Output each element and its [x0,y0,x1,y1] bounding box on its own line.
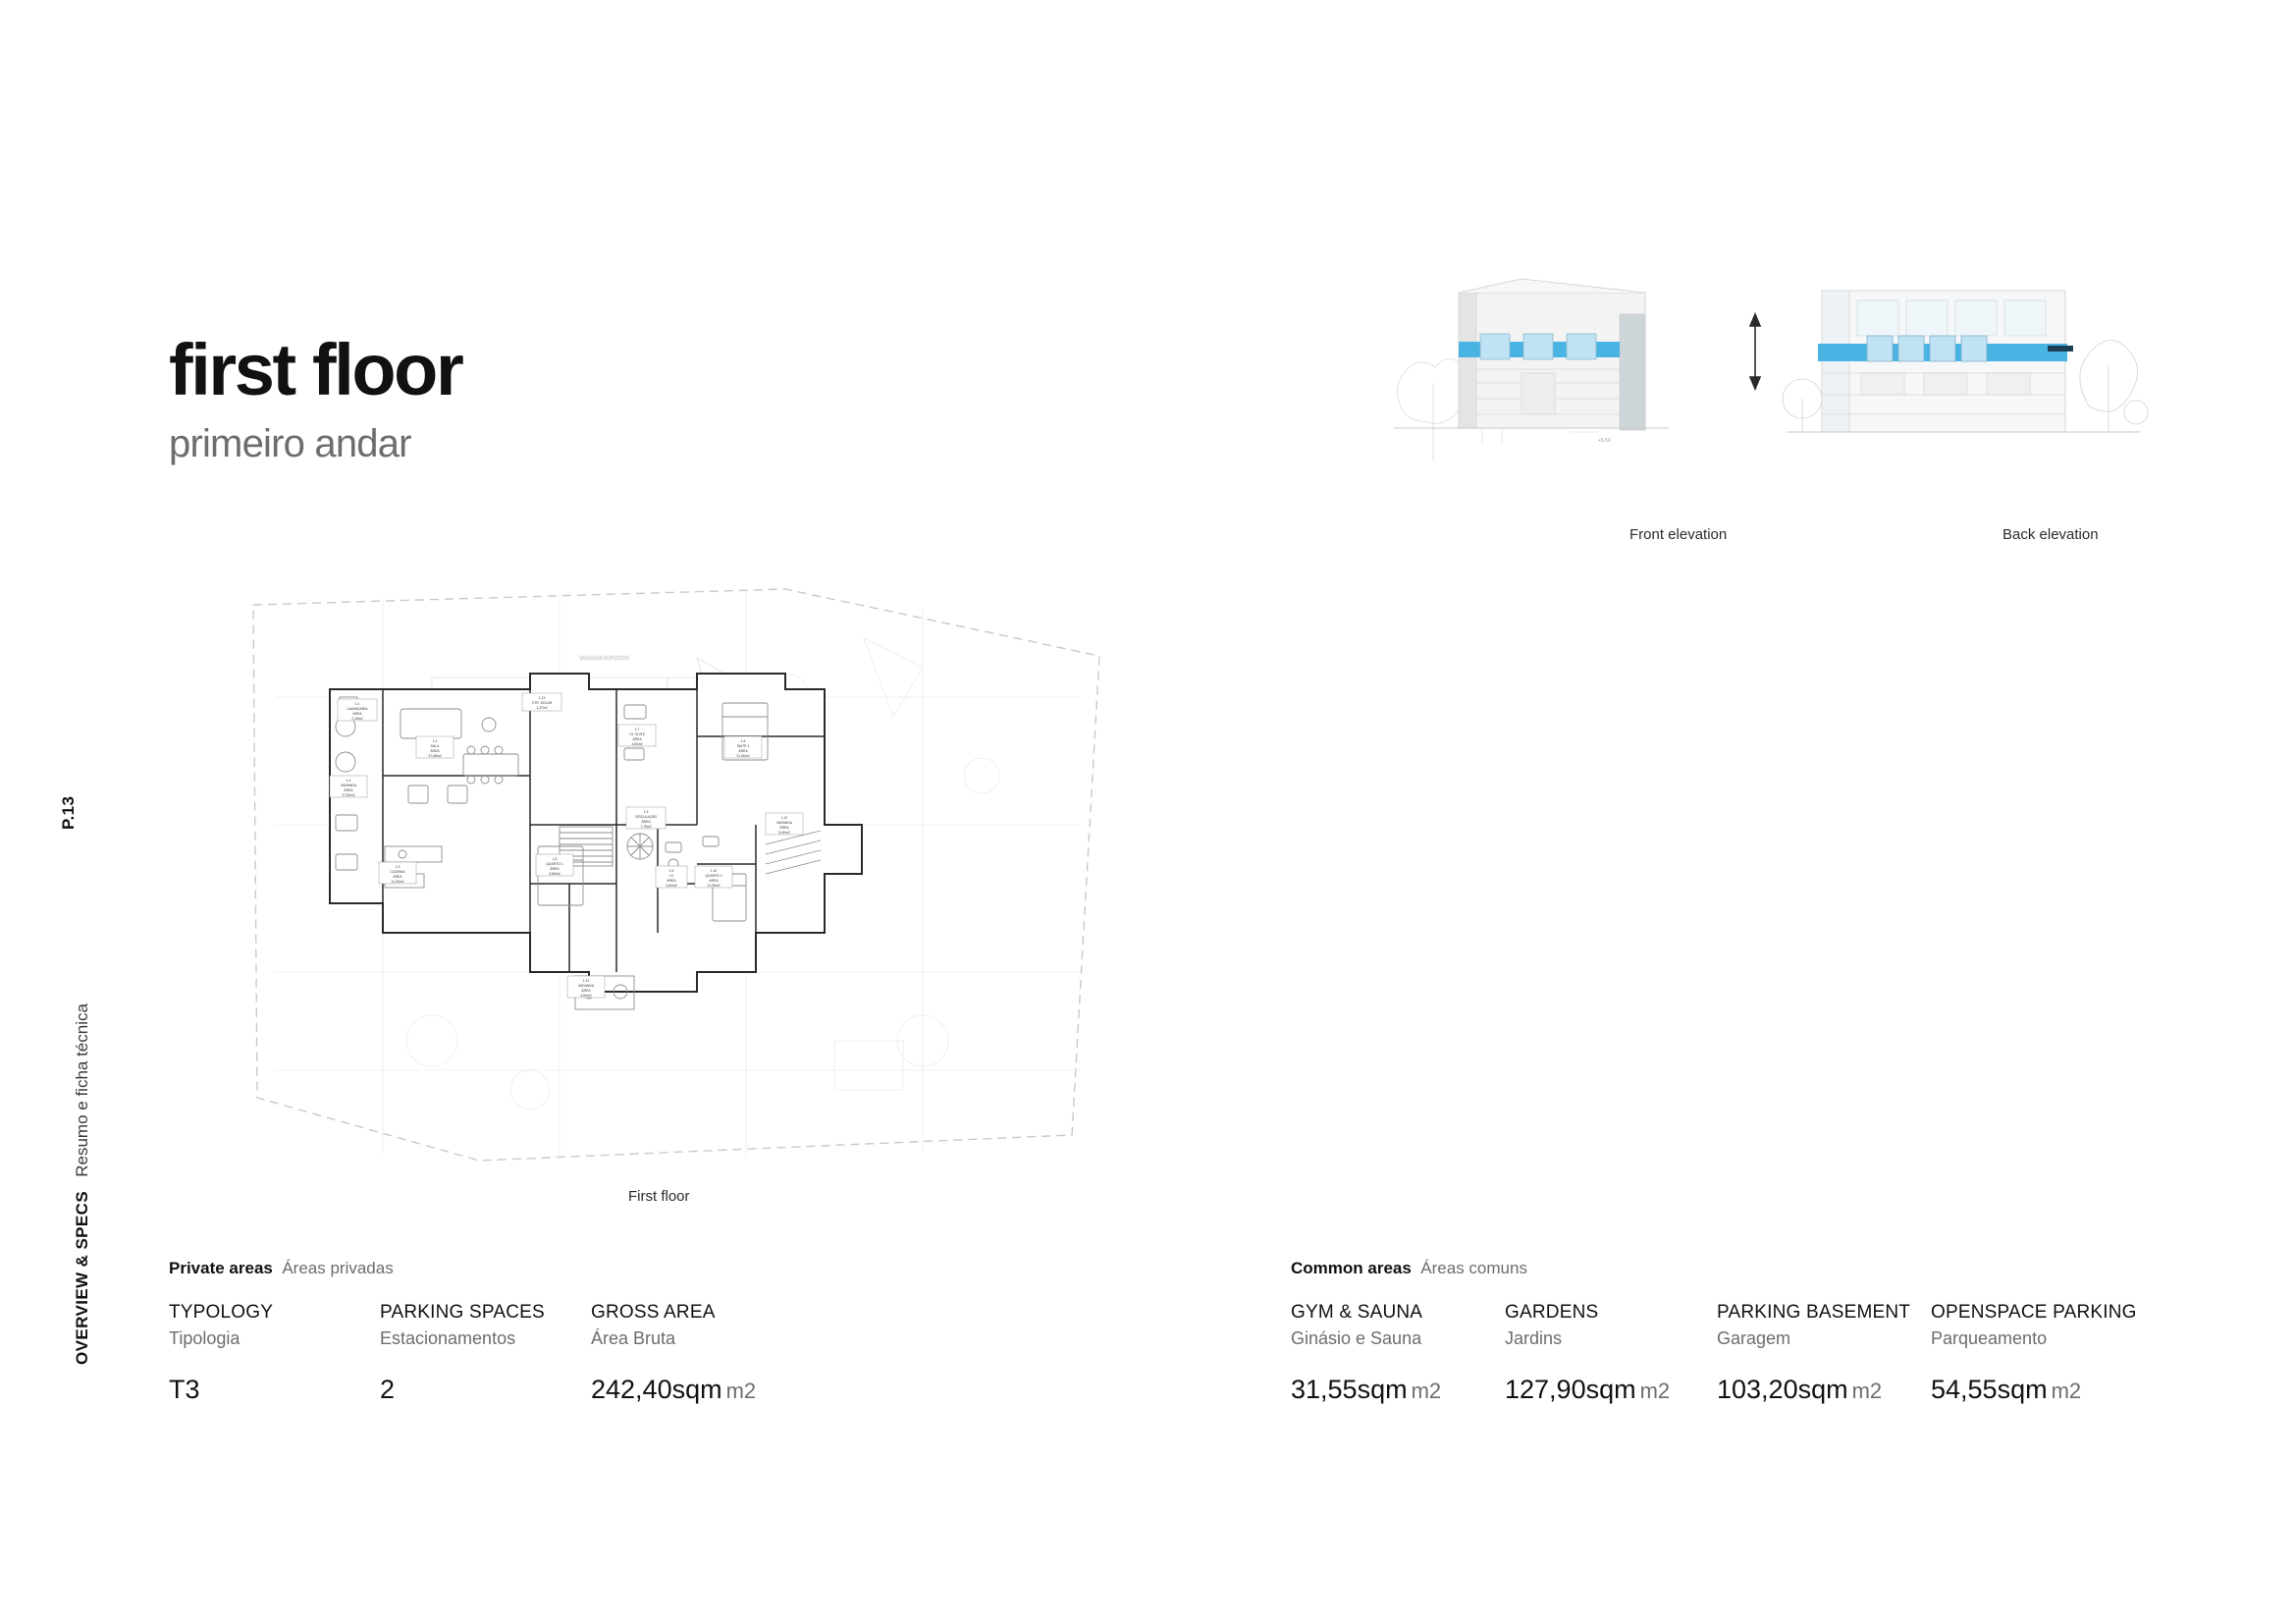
spec-gym-sauna-unit: m2 [1411,1379,1442,1403]
svg-text:11,95m2: 11,95m2 [707,884,721,888]
spec-gross-area-unit: m2 [725,1379,757,1403]
back-elevation-drawing [1783,291,2148,432]
svg-text:LAVANDARIA: LAVANDARIA [347,707,368,711]
private-areas-heading-pt: Áreas privadas [282,1259,394,1277]
spec-openspace-parking-unit: m2 [2051,1379,2082,1403]
specs-section [0,1259,2296,1435]
spec-parking-spaces-label-pt: Estacionamentos [380,1328,516,1348]
svg-text:ÁREA: ÁREA [641,820,651,824]
svg-text:1.12: 1.12 [780,816,788,820]
back-elevation-caption: Back elevation [2002,526,2099,543]
svg-text:1.7: 1.7 [634,728,640,731]
room-tag [379,862,416,884]
svg-text:SUITE 1: SUITE 1 [736,744,750,748]
room-tag [330,776,367,797]
svg-text:4,50m2: 4,50m2 [580,994,592,998]
spec-openspace-parking-label-en: OPENSPACE PARKING [1931,1302,2137,1323]
svg-text:VARANDA: VARANDA [775,821,793,825]
svg-text:VARANDA SUPERIOR: VARANDA SUPERIOR [579,656,630,662]
spec-typology [169,1302,380,1405]
spec-parking-basement-unit: m2 [1851,1379,1883,1403]
common-areas-block [1291,1259,2157,1405]
spec-parking-spaces-label-en: PARKING SPACES [380,1302,545,1323]
svg-text:1.8: 1.8 [552,857,558,861]
svg-text:ÁREA: ÁREA [667,879,676,883]
room-tag [416,736,454,758]
spec-parking-basement [1717,1302,1931,1405]
elevations-drawing [1374,275,2160,520]
spec-parking-spaces-value: 2 [380,1375,396,1404]
floor-plan-drawing [236,579,1119,1178]
svg-text:1,27m2: 1,27m2 [536,706,548,710]
floor-plan-caption: First floor [628,1188,690,1205]
spec-gym-sauna [1291,1302,1505,1405]
svg-text:+5.50: +5.50 [1598,438,1611,444]
spec-gym-sauna-number: 31,55sqm [1291,1375,1408,1404]
spec-parking-spaces [380,1302,591,1405]
room-tag [338,699,377,721]
private-areas-heading [169,1259,885,1278]
svg-text:3,60m2: 3,60m2 [666,884,677,888]
svg-text:1.2: 1.2 [432,739,438,743]
elevations-figure [1374,275,2160,543]
svg-text:ÁREA: ÁREA [581,989,591,993]
spec-typology-value: T3 [169,1375,200,1404]
svg-text:ÁREA: ÁREA [550,867,560,871]
room-tag [536,854,573,876]
common-areas-heading [1291,1259,2157,1278]
spec-gym-sauna-label-en: GYM & SAUNA [1291,1302,1423,1323]
svg-text:VARANDA: VARANDA [340,784,357,787]
svg-text:37,55m2: 37,55m2 [428,754,442,758]
spec-openspace-parking-label-pt: Parqueamento [1931,1328,2048,1348]
private-areas-block [169,1259,885,1405]
spec-gym-sauna-label-pt: Ginásio e Sauna [1291,1328,1422,1348]
page-number: P.13 [59,795,78,830]
svg-text:27,80m2: 27,80m2 [342,793,355,797]
spec-gross-area-label-pt: Área Bruta [591,1328,676,1348]
front-elevation-caption: Front elevation [1629,526,1728,543]
spec-gross-area-label-en: GROSS AREA [591,1302,716,1323]
common-areas-heading-en: Common areas [1291,1259,1412,1277]
section-title: OVERVIEW & SPECS [73,1190,91,1365]
svg-text:ÁREA: ÁREA [738,749,748,753]
svg-text:1.13: 1.13 [538,696,546,700]
page-subtitle: primeiro andar [169,422,411,465]
svg-text:I.S.: I.S. [668,874,674,878]
svg-text:9,85m2: 9,85m2 [549,872,561,876]
spec-parking-basement-value [1717,1375,1931,1405]
height-arrow-icon [1750,314,1760,389]
spec-typology-label-pt: Tipologia [169,1328,240,1348]
svg-text:1.5: 1.5 [643,810,649,814]
common-areas-heading-pt: Áreas comuns [1420,1259,1527,1277]
svg-text:2,15m2: 2,15m2 [351,717,363,721]
svg-text:SALA: SALA [430,744,440,748]
svg-text:1.6: 1.6 [740,739,746,743]
svg-text:CTR. SOLAR: CTR. SOLAR [531,701,553,705]
svg-text:ÁREA: ÁREA [344,788,353,792]
private-areas-heading-en: Private areas [169,1259,273,1277]
page-title: first floor [169,329,462,410]
room-tag [626,807,666,829]
svg-text:I.S. SUITE: I.S. SUITE [628,732,646,736]
page-title-block [169,329,462,466]
svg-text:ÁREA: ÁREA [779,826,789,830]
svg-text:11,00m2: 11,00m2 [391,880,404,884]
spec-parking-basement-label-en: PARKING BASEMENT [1717,1302,1911,1323]
spec-openspace-parking-value [1931,1375,2157,1405]
room-tag [695,866,732,888]
room-tag [766,813,803,835]
svg-text:1.11: 1.11 [582,979,590,983]
front-elevation-drawing [1394,279,1669,461]
spec-gross-area [591,1302,885,1405]
section-subtitle: Resumo e ficha técnica [73,1003,91,1177]
spec-gardens-label-pt: Jardins [1505,1328,1563,1348]
svg-text:COZINHA: COZINHA [390,870,405,874]
svg-text:ÁREA: ÁREA [632,737,642,741]
spec-openspace-parking-number: 54,55sqm [1931,1375,2048,1404]
svg-text:7,75m2: 7,75m2 [640,825,652,829]
spec-gardens-value [1505,1375,1717,1405]
svg-text:1.1: 1.1 [354,702,360,706]
svg-text:1.9: 1.9 [668,869,674,873]
svg-text:1.4: 1.4 [346,779,351,783]
room-tag [618,725,656,746]
spec-gym-sauna-value [1291,1375,1505,1405]
svg-text:VARANDA: VARANDA [577,984,595,988]
svg-text:4,90m2: 4,90m2 [631,742,643,746]
room-tag [567,976,605,998]
svg-text:QUARTO 2: QUARTO 2 [705,874,722,878]
spec-gardens-label-en: GARDENS [1505,1302,1599,1323]
svg-text:21,50m2: 21,50m2 [736,754,750,758]
floor-plan-figure [236,579,1119,1205]
spec-parking-basement-number: 103,20sqm [1717,1375,1848,1404]
spec-typology-label-en: TYPOLOGY [169,1302,274,1323]
spec-gross-area-number: 242,40sqm [591,1375,722,1404]
spec-gardens-number: 127,90sqm [1505,1375,1636,1404]
svg-text:QUARTO 1: QUARTO 1 [546,862,563,866]
svg-text:ÁREA: ÁREA [430,749,440,753]
svg-text:5,40m2: 5,40m2 [778,831,790,835]
svg-text:ÁREA: ÁREA [393,875,402,879]
room-tag [656,866,687,888]
svg-text:1.3: 1.3 [395,865,400,869]
svg-text:ÁREA: ÁREA [709,879,719,883]
spec-openspace-parking [1931,1302,2157,1405]
spec-gross-area-value [591,1375,885,1405]
svg-text:ÁREA: ÁREA [352,712,362,716]
svg-text:CIRCULAÇÃO: CIRCULAÇÃO [634,815,658,819]
svg-text:1.10: 1.10 [710,869,718,873]
room-tag [724,736,762,758]
spec-gardens [1505,1302,1717,1405]
spec-parking-basement-label-pt: Garagem [1717,1328,1791,1348]
spec-gardens-unit: m2 [1639,1379,1671,1403]
room-tag [522,693,561,711]
